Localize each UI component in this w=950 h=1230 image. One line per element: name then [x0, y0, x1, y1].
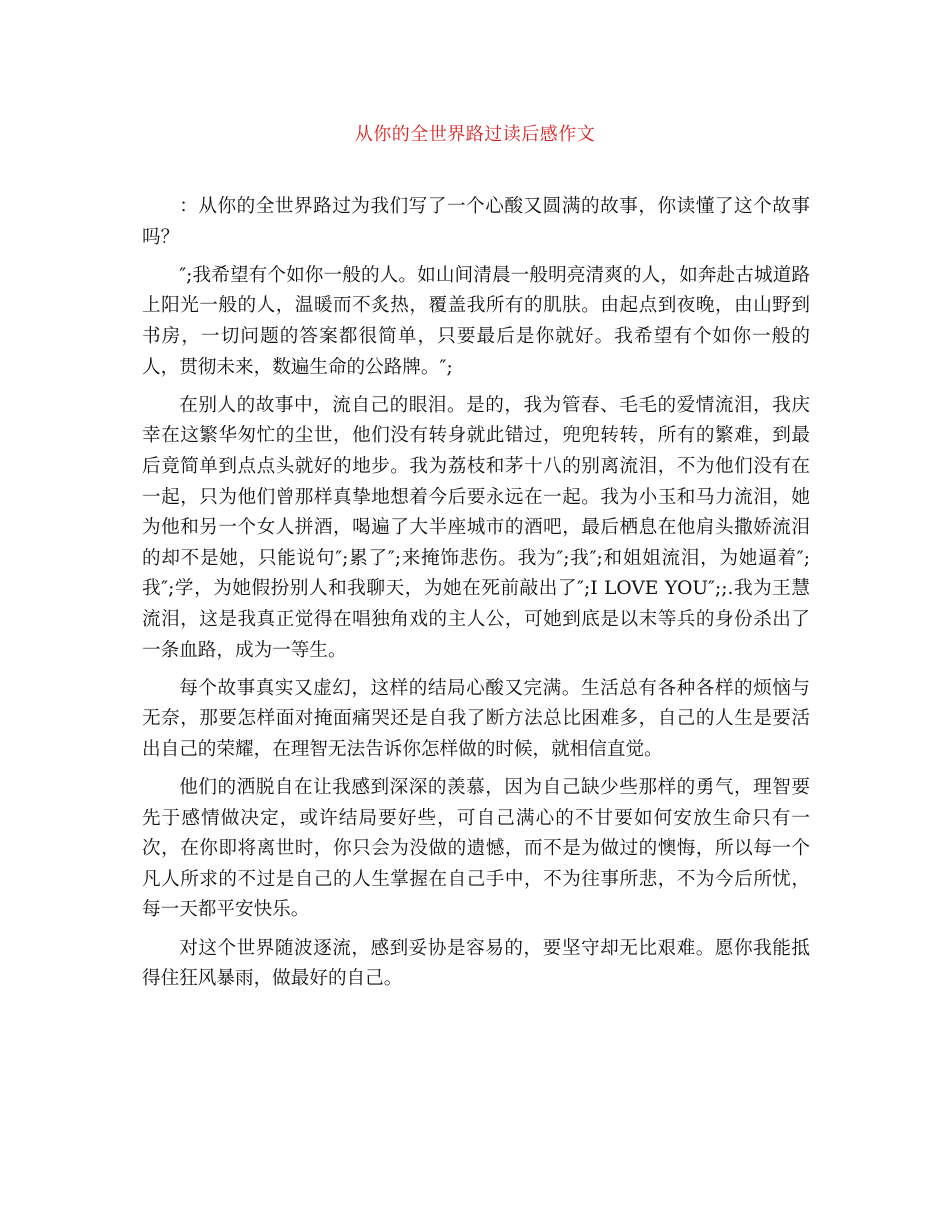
- paragraph-envy: 他们的洒脱自在让我感到深深的羡慕，因为自己缺少些那样的勇气，理智要先于感情做决定，或许结局要好些，可自己满心的不甘要如何安放生命只有一次，在你即将离世时，你只会为没做的遗憾，而不是为做过的懊悔，所以每一个凡人所求的不过是自己的人生掌握在自己手中，不为往事所悲，不为今后所忧，每一天都平安快乐。: [142, 777, 810, 921]
- paragraph-quote: ″;我希望有个如你一般的人。如山间清晨一般明亮清爽的人，如奔赴古城道路上阳光一般的人，温暖而不炙热，覆盖我所有的肌肤。由起点到夜晚，由山野到书房，一切问题的答案都很简单，只要最后是你就好。我希望有个如你一般的人，贯彻未来，数遍生命的公路牌。″;: [142, 264, 810, 378]
- paragraph-stories: 在别人的故事中，流自己的眼泪。是的，我为管春、毛毛的爱情流泪，我庆幸在这繁华匆忙的尘世，他们没有转身就此错过，兜兜转转，所有的繁难，到最后竟简单到点点头就好的地步。我为荔枝和茅十八的别离流泪，不为他们没有在一起，只为他们曾那样真挚地想着今后要永远在一起。我为小玉和马力流泪，她为他和另一个女人拼酒，喝遍了大半座城市的酒吧，最后栖息在他肩头撒娇流泪的却不是她，只能说句″;累了″;来掩饰悲伤。我为″;我″;和姐姐流泪，为她逼着″;我″;学，为她假扮别人和我聊天，为她在死前敲出了″;I LOVE YOU″;;.我为王慧流泪，这是我真正觉得在唱独角戏的主人公，可她到底是以末等兵的身份杀出了一条血路，成为一等生。: [142, 394, 810, 661]
- paragraph-reflection: 每个故事真实又虚幻，这样的结局心酸又完满。生活总有各种各样的烦恼与无奈，那要怎样面对掩面痛哭还是自我了断方法总比困难多，自己的人生是要活出自己的荣耀，在理智无法告诉你怎样做的时候，就相信直觉。: [142, 677, 810, 760]
- document-body: [142, 192, 810, 1002]
- paragraph-conclusion: 对这个世界随波逐流，感到妥协是容易的，要坚守却无比艰难。愿你我能抵得住狂风暴雨，做最好的自己。: [142, 937, 810, 990]
- document-title: 从你的全世界路过读后感作文: [354, 124, 596, 145]
- paragraph-intro: ：从你的全世界路过为我们写了一个心酸又圆满的故事，你读懂了这个故事吗？: [142, 196, 810, 248]
